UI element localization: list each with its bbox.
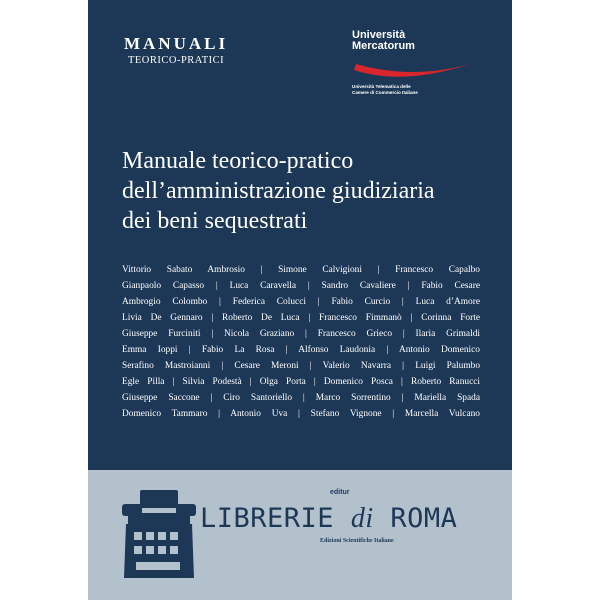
- university-subtitle-line-2: Camere di Commercio Italiane: [352, 90, 418, 95]
- author-line: Emma Ioppi | Fabio La Rosa | Alfonso Laudonia | Antonio Domenico: [122, 345, 480, 355]
- author-line: Giuseppe Saccone | Ciro Santoriello | Marco Sorrentino | Mariella Spada: [122, 393, 480, 403]
- university-logo: [352, 30, 482, 100]
- title-line-1: Manuale teorico-pratico: [122, 148, 354, 174]
- book-title: [122, 146, 502, 236]
- author-line: Domenico Tammaro | Antonio Uva | Stefano Vignone | Marcella Vulcano: [122, 409, 480, 419]
- series-line-1: MANUALI: [124, 34, 229, 53]
- author-list: [122, 262, 480, 422]
- university-name-line-2: Mercatorum: [352, 40, 415, 52]
- series-title: [124, 34, 228, 68]
- university-subtitle: [352, 84, 462, 96]
- author-line: Vittorio Sabato Ambrosio | Simone Calvigioni | Francesco Capalbo: [122, 265, 480, 275]
- author-line: Gianpaolo Capasso | Luca Caravella | Sandro Cavaliere | Fabio Cesare: [122, 281, 480, 291]
- publisher-subtitle: Edizioni Scientifiche Italiane: [320, 538, 394, 544]
- publisher-small-text: editur: [330, 489, 350, 496]
- university-name: [352, 30, 432, 52]
- author-line: Giuseppe Furciniti | Nicola Graziano | Francesco Grieco | Ilaria Grimaldi: [122, 329, 480, 339]
- publisher-name-di: di: [350, 503, 374, 534]
- title-line-3: dei beni sequestrati: [122, 208, 308, 234]
- author-line: Livia De Gennaro | Roberto De Luca | Francesco Fimmanò | Corinna Forte: [122, 313, 480, 323]
- publisher-name-main: LIBRERIE: [200, 503, 335, 534]
- publisher-band: [88, 470, 512, 600]
- publisher-logo: [200, 489, 500, 549]
- university-subtitle-line-1: Università Telematica delle: [352, 84, 411, 89]
- author-line: Serafino Mastroianni | Cesare Meroni | Valerio Navarra | Luigi Palumbo: [122, 361, 480, 371]
- typewriter-icon: [122, 490, 196, 582]
- university-name-line-1: Università: [352, 29, 406, 41]
- title-line-2: dell’amministrazione giudiziaria: [122, 178, 435, 204]
- book-cover: [88, 0, 512, 600]
- author-line: Egle Pilla | Silvia Podestà | Olga Porta | Domenico Posca | Roberto Ranucci: [122, 377, 480, 387]
- series-line-2: TEORICO-PRATICI: [127, 55, 225, 66]
- publisher-name-city: ROMA: [390, 503, 458, 534]
- publisher-name: [200, 503, 457, 535]
- author-line: Ambrogio Colombo | Federica Colucci | Fabio Curcio | Luca d’Amore: [122, 297, 480, 307]
